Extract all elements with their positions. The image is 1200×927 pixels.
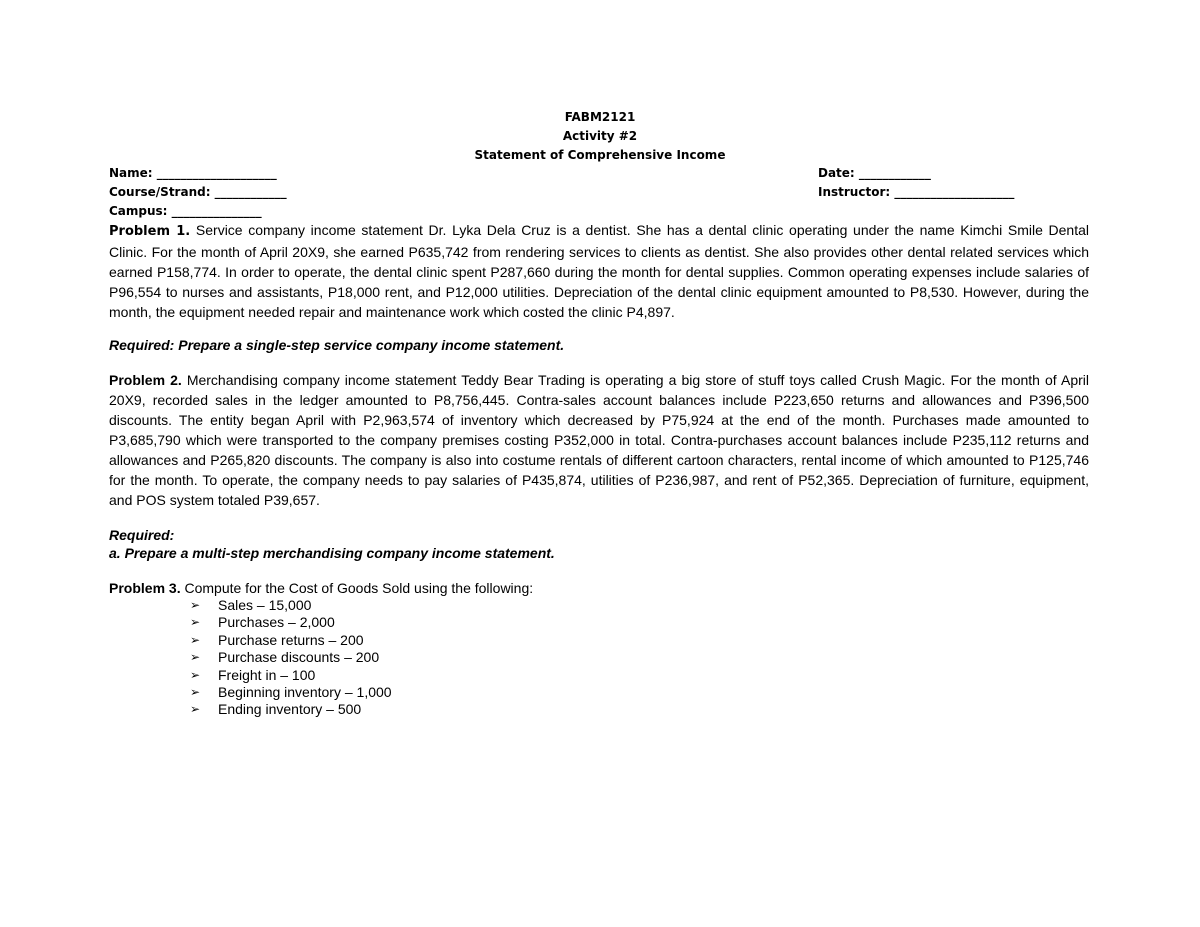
problem-1-required: Required: Prepare a single-step service company income statement.: [109, 337, 565, 353]
instructor-field: Instructor: ____________________: [818, 185, 1015, 199]
campus-field: Campus: _______________: [109, 204, 262, 218]
arrow-bullet-icon: ➢: [190, 615, 201, 630]
problem-1-label: Problem 1.: [109, 224, 191, 239]
date-field: Date: ____________: [818, 166, 931, 180]
list-item: ➢ Ending inventory – 500: [190, 701, 362, 718]
problem-2-paragraph: [109, 370, 1089, 510]
arrow-bullet-icon: ➢: [190, 650, 201, 665]
problem-3-intro-line: [109, 579, 533, 597]
problem-1-paragraph: [109, 220, 1089, 322]
course-code: FABM2121: [564, 110, 636, 124]
document-title: Statement of Comprehensive Income: [474, 148, 726, 162]
list-item: ➢ Freight in – 100: [190, 666, 316, 683]
problem-1-text: Service company income statement Dr. Lyka Dela Cruz is a dentist. She has a dental clinic operating under the name Kimchi Smile Dental Clinic. For the month of April 20X9, she earned P635,742 from rendering services to clients as dentist. She also provides other dental related services which earned P158,774. In order to operate, the dental clinic spent P287,660 during the month for dental supplies. Common operating expenses include salaries of P96,554 to nurses and assistants, P18,000 rent, and P12,000 utilities. Depreciation of the dental clinic equipment amounted to P8,530. However, during the month, the equipment needed repair and maintenance work which costed the clinic P4,897.: [109, 222, 1089, 320]
arrow-bullet-icon: ➢: [190, 667, 201, 682]
problem-3-intro: Compute for the Cost of Goods Sold using the following:: [184, 580, 534, 596]
cogs-data-list: [190, 597, 392, 719]
arrow-bullet-icon: ➢: [190, 632, 201, 647]
activity-number: Activity #2: [562, 129, 638, 143]
problem-2-required-a: a. Prepare a multi-step merchandising company income statement.: [109, 545, 555, 561]
list-item: ➢ Purchases – 2,000: [190, 614, 335, 631]
problem-2-label: Problem 2.: [109, 372, 182, 388]
list-item: ➢ Beginning inventory – 1,000: [190, 684, 392, 701]
problem-2-text: Merchandising company income statement Teddy Bear Trading is operating a big store of stuff toys called Crush Magic. For the month of April 20X9, recorded sales in the ledger amounted to P8,756,445. Contra-sales account balances include P223,650 returns and allowances and P396,500 discounts. The entity began April with P2,963,574 of inventory which decreased by P75,924 at the end of the month. Purchases made amounted to P3,685,790 which were transported to the company premises costing P352,000 in total. Contra-purchases account balances include P235,112 returns and allowances and P265,820 discounts. The company is also into costume rentals of different cartoon characters, rental income of which amounted to P125,746 for the month. To operate, the company needs to pay salaries of P435,874, utilities of P236,987, and rent of P52,365. Depreciation of furniture, equipment, and POS system totaled P39,657.: [109, 372, 1089, 508]
list-item: ➢ Purchase discounts – 200: [190, 649, 380, 666]
arrow-bullet-icon: ➢: [190, 598, 201, 612]
list-item: ➢ Purchase returns – 200: [190, 631, 364, 648]
problem-2-required-label: Required:: [109, 527, 175, 543]
arrow-bullet-icon: ➢: [190, 685, 201, 700]
name-field: Name: ____________________: [109, 166, 277, 180]
problem-3-label: Problem 3.: [109, 580, 181, 596]
course-strand-field: Course/Strand: ____________: [109, 185, 287, 199]
list-item: ➢ Sales – 15,000: [190, 597, 312, 613]
arrow-bullet-icon: ➢: [190, 702, 201, 717]
